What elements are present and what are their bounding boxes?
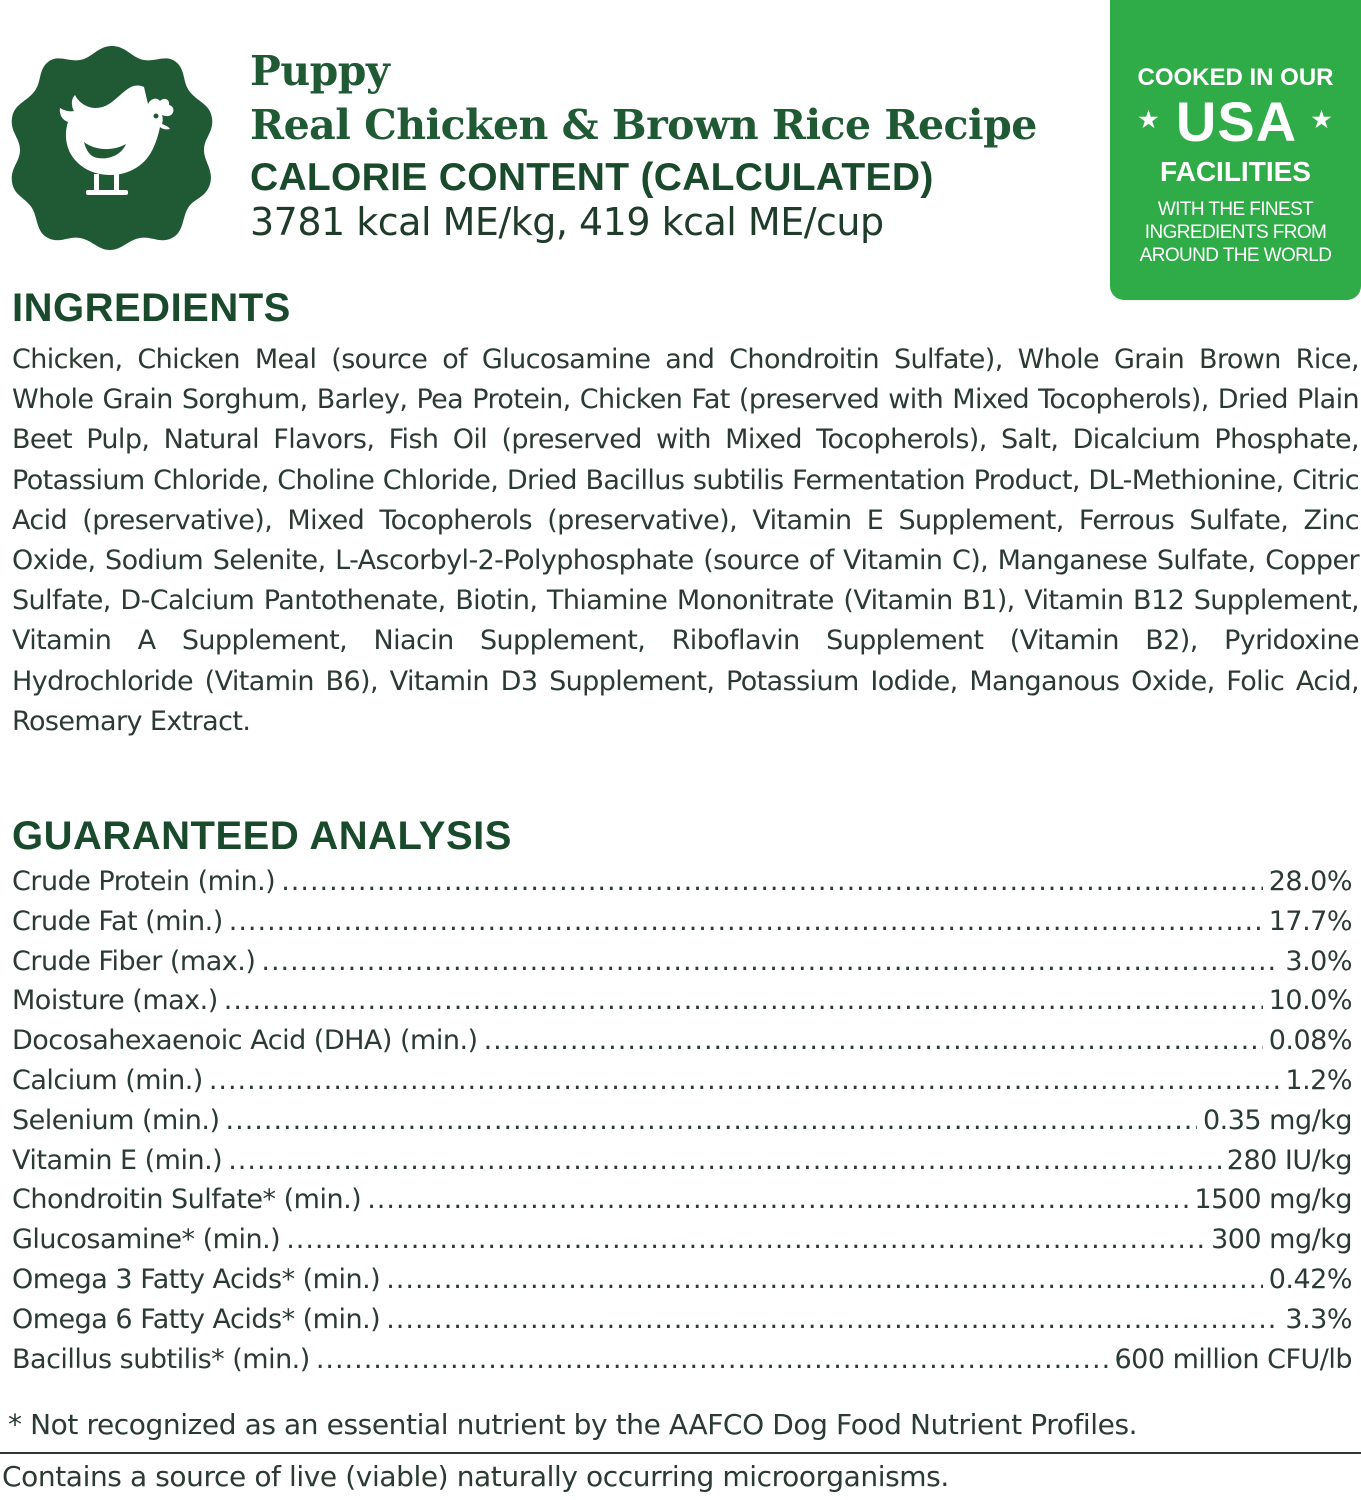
- analysis-row: [12, 946, 1352, 986]
- analysis-label: Bacillus subtilis* (min.): [12, 1343, 310, 1375]
- star-icon: ★: [1138, 107, 1160, 133]
- analysis-value: 3.0%: [1285, 945, 1352, 977]
- badge-usa: USA: [1175, 90, 1296, 153]
- analysis-row: [12, 1065, 1352, 1105]
- analysis-label: Crude Fiber (max.): [12, 945, 256, 977]
- analysis-row: [12, 1264, 1352, 1304]
- analysis-value: 1500 mg/kg: [1194, 1184, 1352, 1216]
- analysis-value: 0.08%: [1268, 1025, 1352, 1057]
- analysis-list: [12, 866, 1352, 1383]
- calorie-heading: CALORIE CONTENT (CALCULATED): [250, 156, 934, 199]
- usa-badge: [1110, 0, 1361, 300]
- analysis-value: 28.0%: [1268, 866, 1352, 897]
- ingredients-text: Chicken, Chicken Meal (source of Glucosamine and Chondroitin Sulfate), Whole Grain Brown Rice, Whole Grain Sorghum, Barley, Pea Protein, Chicken Fat (preserved with Mixed Tocopherols), Dried Plain Beet Pulp, Natural Flavors, Fish Oil (preserved with Mixed Tocopherols), Salt, Dicalcium Phosphate, Potassium Chloride, Choline Chloride, Dried Bacillus subtilis Fermentation Product, DL-Methionine, Citric Acid (preservative), Mixed Tocopherols (preservative), Vitamin E Supplement, Ferrous Sulfate, Zinc Oxide, Sodium Selenite, L-Ascorbyl-2-Polyphosphate (source of Vitamin C), Manganese Sulfate, Copper Sulfate, D-Calcium Pantothenate, Biotin, Thiamine Mononitrate (Vitamin B1), Vitamin B12 Supplement, Vitamin A Supplement, Niacin Supplement, Riboflavin Supplement (Vitamin B2), Pyridoxine Hydrochloride (Vitamin B6), Vitamin D3 Supplement, Potassium Iodide, Manganous Oxide, Folic Acid, Rosemary Extract.: [12, 344, 1359, 737]
- badge-line-4: WITH THE FINEST INGREDIENTS FROM AROUND THE WORLD: [1139, 199, 1332, 267]
- product-title: Real Chicken & Brown Rice Recipe: [250, 101, 1037, 149]
- analysis-label: Crude Fat (min.): [12, 905, 223, 937]
- analysis-row: [12, 1105, 1352, 1145]
- analysis-row: [12, 866, 1352, 906]
- analysis-value: 3.3%: [1285, 1303, 1352, 1335]
- analysis-value: 10.0%: [1268, 985, 1352, 1017]
- microorganism-note: Contains a source of live (viable) naturally occurring microorganisms.: [2, 1460, 949, 1493]
- footnote: * Not recognized as an essential nutrient by the AAFCO Dog Food Nutrient Profiles.: [8, 1408, 1138, 1441]
- analysis-row: [12, 1224, 1352, 1264]
- analysis-value: 600 million CFU/lb: [1114, 1343, 1352, 1375]
- analysis-heading: GUARANTEED ANALYSIS: [12, 814, 512, 858]
- analysis-label: Docosahexaenoic Acid (DHA) (min.): [12, 1025, 478, 1057]
- badge-line-3: FACILITIES: [1160, 156, 1311, 188]
- analysis-value: 280 IU/kg: [1226, 1144, 1352, 1176]
- calorie-value: 3781 kcal ME/kg, 419 kcal ME/cup: [250, 200, 884, 244]
- analysis-label: Chondroitin Sulfate* (min.): [12, 1184, 362, 1216]
- analysis-row: [12, 1025, 1352, 1065]
- analysis-label: Moisture (max.): [12, 985, 218, 1017]
- product-line: Puppy: [250, 47, 390, 95]
- title-block: [250, 44, 1037, 244]
- analysis-label: Selenium (min.): [12, 1104, 220, 1136]
- badge-line-2: [1110, 92, 1361, 156]
- analysis-label: Crude Protein (min.): [12, 866, 276, 897]
- ingredients-heading: INGREDIENTS: [12, 286, 291, 330]
- analysis-label: Calcium (min.): [12, 1064, 203, 1096]
- analysis-row: [12, 985, 1352, 1025]
- badge-line-1: COOKED IN OUR: [1137, 64, 1334, 91]
- analysis-value: 0.42%: [1268, 1263, 1352, 1295]
- divider: [0, 1452, 1361, 1454]
- star-icon: ★: [1311, 107, 1333, 133]
- analysis-row: [12, 1304, 1352, 1344]
- analysis-value: 0.35 mg/kg: [1202, 1104, 1352, 1136]
- analysis-value: 1.2%: [1285, 1064, 1352, 1096]
- analysis-label: Vitamin E (min.): [12, 1144, 223, 1176]
- analysis-value: 17.7%: [1268, 905, 1352, 937]
- analysis-row: [12, 906, 1352, 946]
- analysis-row: [12, 1184, 1352, 1224]
- analysis-row: [12, 1344, 1352, 1384]
- analysis-label: Omega 6 Fatty Acids* (min.): [12, 1303, 381, 1335]
- analysis-row: [12, 1145, 1352, 1185]
- chicken-emblem: [10, 42, 214, 252]
- analysis-label: Glucosamine* (min.): [12, 1224, 281, 1256]
- analysis-value: 300 mg/kg: [1211, 1224, 1352, 1256]
- analysis-label: Omega 3 Fatty Acids* (min.): [12, 1263, 381, 1295]
